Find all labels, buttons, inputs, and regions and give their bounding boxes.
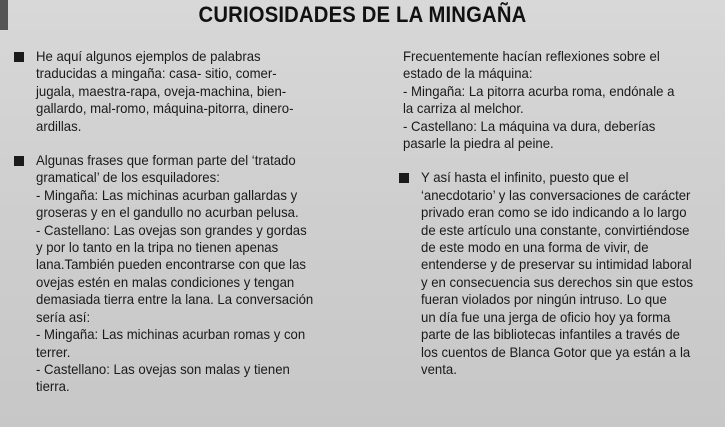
square-bullet-icon <box>14 52 24 62</box>
text-line: de este modo en una forma de vivir, de <box>421 239 649 256</box>
text-line: Y así hasta el infinito, puesto que el <box>421 169 629 186</box>
square-bullet-icon <box>14 156 24 166</box>
text-line: - Mingaña: La pitorra acurba roma, endónale a <box>403 82 675 99</box>
page-title: CURIOSIDADES DE LA MINGAÑA <box>198 2 527 27</box>
right-paragraph-2-text <box>421 169 719 378</box>
text-line: ‘anecdotario’ y las conversaciones de carácter <box>421 186 691 203</box>
square-bullet-icon <box>399 173 409 183</box>
text-line: los cuentos de Blanca Gotor que ya están a la <box>421 343 691 360</box>
text-line: traducidas a mingaña: casa- sitio, comer- <box>36 65 277 82</box>
text-line: terrer. <box>36 343 71 360</box>
right-paragraph-1 <box>395 48 720 152</box>
text-line: entenderse y de preservar su intimidad laboral <box>421 256 692 273</box>
left-edge-marker <box>0 0 8 30</box>
text-line: Algunas frases que forman parte del ‘tratado <box>36 152 296 169</box>
text-line: pasarle la piedra al peine. <box>403 135 554 152</box>
text-line: venta. <box>421 360 457 377</box>
text-line: privado eran como se ido indicando a lo largo <box>421 204 687 221</box>
text-line: y por lo tanto en la tripa no tienen apenas <box>36 239 279 256</box>
text-line: lana.También pueden encontrarse con que las <box>36 256 306 273</box>
left-paragraph-2 <box>10 152 360 396</box>
text-line: - Mingaña: Las michinas acurban gallardas y <box>36 186 298 203</box>
text-line: un día fue una jerga de oficio hoy ya forma <box>421 308 671 325</box>
text-line: - Castellano: Las ovejas son malas y tienen <box>36 360 290 377</box>
text-line: ovejas estén en malas condiciones y tengan <box>36 273 295 290</box>
text-line: de este artículo una constante, convirtiéndose <box>421 221 690 238</box>
text-line: He aquí algunos ejemplos de palabras <box>36 48 261 64</box>
text-line: y en consecuencia sus derechos sin que estos <box>421 273 694 290</box>
text-line: gramatical’ de los esquiladores: <box>36 169 220 186</box>
text-line: sería así: <box>36 308 91 325</box>
left-paragraph-1 <box>10 48 360 135</box>
text-line: parte de las bibliotecas infantiles a través de <box>421 326 680 343</box>
left-paragraph-1-text <box>36 48 359 135</box>
text-line: groseras y en el gandullo no acurban pelusa. <box>36 204 299 221</box>
text-line: fueran violados por ningún intruso. Lo que <box>421 291 667 308</box>
text-line: estado de la máquina: <box>403 65 533 82</box>
text-line: - Mingaña: Las michinas acurban romas y con <box>36 326 306 343</box>
left-paragraph-2-text <box>36 152 359 396</box>
text-line: - Castellano: La máquina va dura, deberías <box>403 117 656 134</box>
text-line: jugala, maestra-rapa, oveja-machina, bien- <box>36 82 287 99</box>
text-line: demasiada tierra entre la lana. La conversación <box>36 291 314 308</box>
text-line: tierra. <box>36 378 70 395</box>
right-paragraph-1-text <box>403 48 719 152</box>
left-column <box>10 48 360 413</box>
text-line: gallardo, mal-romo, máquina-pitorra, dinero- <box>36 100 294 117</box>
right-column <box>395 48 720 395</box>
right-paragraph-2 <box>395 169 720 378</box>
text-line: ardillas. <box>36 117 82 134</box>
text-line: la carriza al melchor. <box>403 100 524 117</box>
text-line: Frecuentemente hacían reflexiones sobre el <box>403 48 660 64</box>
text-line: - Castellano: Las ovejas son grandes y gordas <box>36 221 307 238</box>
